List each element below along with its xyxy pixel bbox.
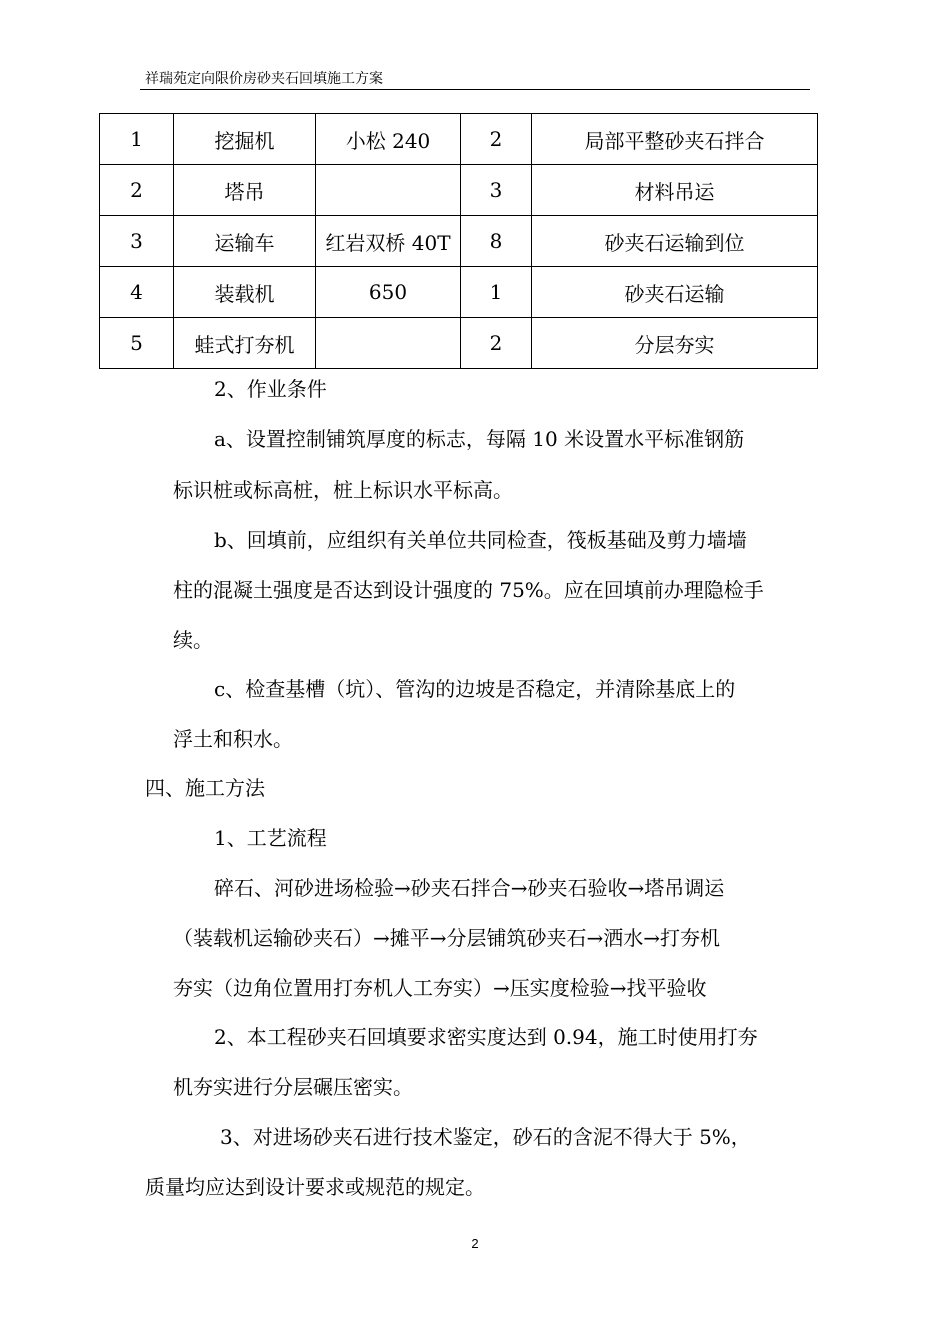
paragraph-line: 标识桩或标高桩，桩上标识水平标高。: [173, 478, 513, 502]
document-header-title: 祥瑞苑定向限价房砂夹石回填施工方案: [145, 71, 383, 87]
table-cell: 3: [100, 216, 174, 267]
table-cell: 小松 240: [316, 114, 461, 165]
paragraph-line: 机夯实进行分层碾压密实。: [173, 1075, 413, 1099]
section-heading: 四、施工方法: [145, 776, 265, 800]
table-cell: 分层夯实: [532, 318, 818, 369]
paragraph-line: 质量均应达到设计要求或规范的规定。: [145, 1175, 485, 1199]
paragraph-line: （装载机运输砂夹石）→摊平→分层铺筑砂夹石→洒水→打夯机: [173, 926, 721, 950]
table-cell: 1: [461, 267, 532, 318]
subsection-heading: 2、作业条件: [214, 377, 327, 401]
table-row: [100, 216, 818, 267]
subsection-heading: 1、工艺流程: [214, 826, 327, 850]
table-cell: 蛙式打夯机: [174, 318, 316, 369]
table-row: [100, 318, 818, 369]
paragraph-line: 2、本工程砂夹石回填要求密实度达到 0.94，施工时使用打夯: [214, 1025, 758, 1049]
table-cell: 2: [100, 165, 174, 216]
page-number: 2: [471, 1236, 479, 1251]
table-row: [100, 165, 818, 216]
table-cell: 4: [100, 267, 174, 318]
paragraph-line: 夯实（边角位置用打夯机人工夯实）→压实度检验→找平验收: [173, 976, 707, 1000]
paragraph-line: 碎石、河砂进场检验→砂夹石拌合→砂夹石验收→塔吊调运: [214, 876, 725, 900]
paragraph-line: 柱的混凝土强度是否达到设计强度的 75%。应在回填前办理隐检手: [173, 578, 764, 602]
paragraph-line: b、回填前，应组织有关单位共同检查，筏板基础及剪力墙墙: [214, 528, 747, 552]
table-row: [100, 114, 818, 165]
table-cell: 装载机: [174, 267, 316, 318]
paragraph-line: 续。: [173, 628, 213, 652]
paragraph-line: 3、对进场砂夹石进行技术鉴定，砂石的含泥不得大于 5%，: [220, 1125, 751, 1149]
table-cell: [316, 318, 461, 369]
table-cell: 5: [100, 318, 174, 369]
table-cell: 8: [461, 216, 532, 267]
table-cell: 局部平整砂夹石拌合: [532, 114, 818, 165]
table-cell: 2: [461, 114, 532, 165]
paragraph-line: a、设置控制铺筑厚度的标志，每隔 10 米设置水平标准钢筋: [214, 427, 745, 451]
table-cell: 1: [100, 114, 174, 165]
paragraph-line: 浮土和积水。: [173, 727, 293, 751]
table-cell: 红岩双桥 40T: [316, 216, 461, 267]
table-cell: 挖掘机: [174, 114, 316, 165]
table-cell: 材料吊运: [532, 165, 818, 216]
table-cell: 塔吊: [174, 165, 316, 216]
equipment-table: [99, 113, 818, 369]
table-cell: [316, 165, 461, 216]
table-cell: 650: [316, 267, 461, 318]
table-cell: 砂夹石运输到位: [532, 216, 818, 267]
table-cell: 3: [461, 165, 532, 216]
table-cell: 砂夹石运输: [532, 267, 818, 318]
table-cell: 运输车: [174, 216, 316, 267]
table-row: [100, 267, 818, 318]
paragraph-line: c、检查基槽（坑）、管沟的边坡是否稳定，并清除基底上的: [214, 677, 736, 701]
table-cell: 2: [461, 318, 532, 369]
header-divider: [140, 89, 810, 90]
